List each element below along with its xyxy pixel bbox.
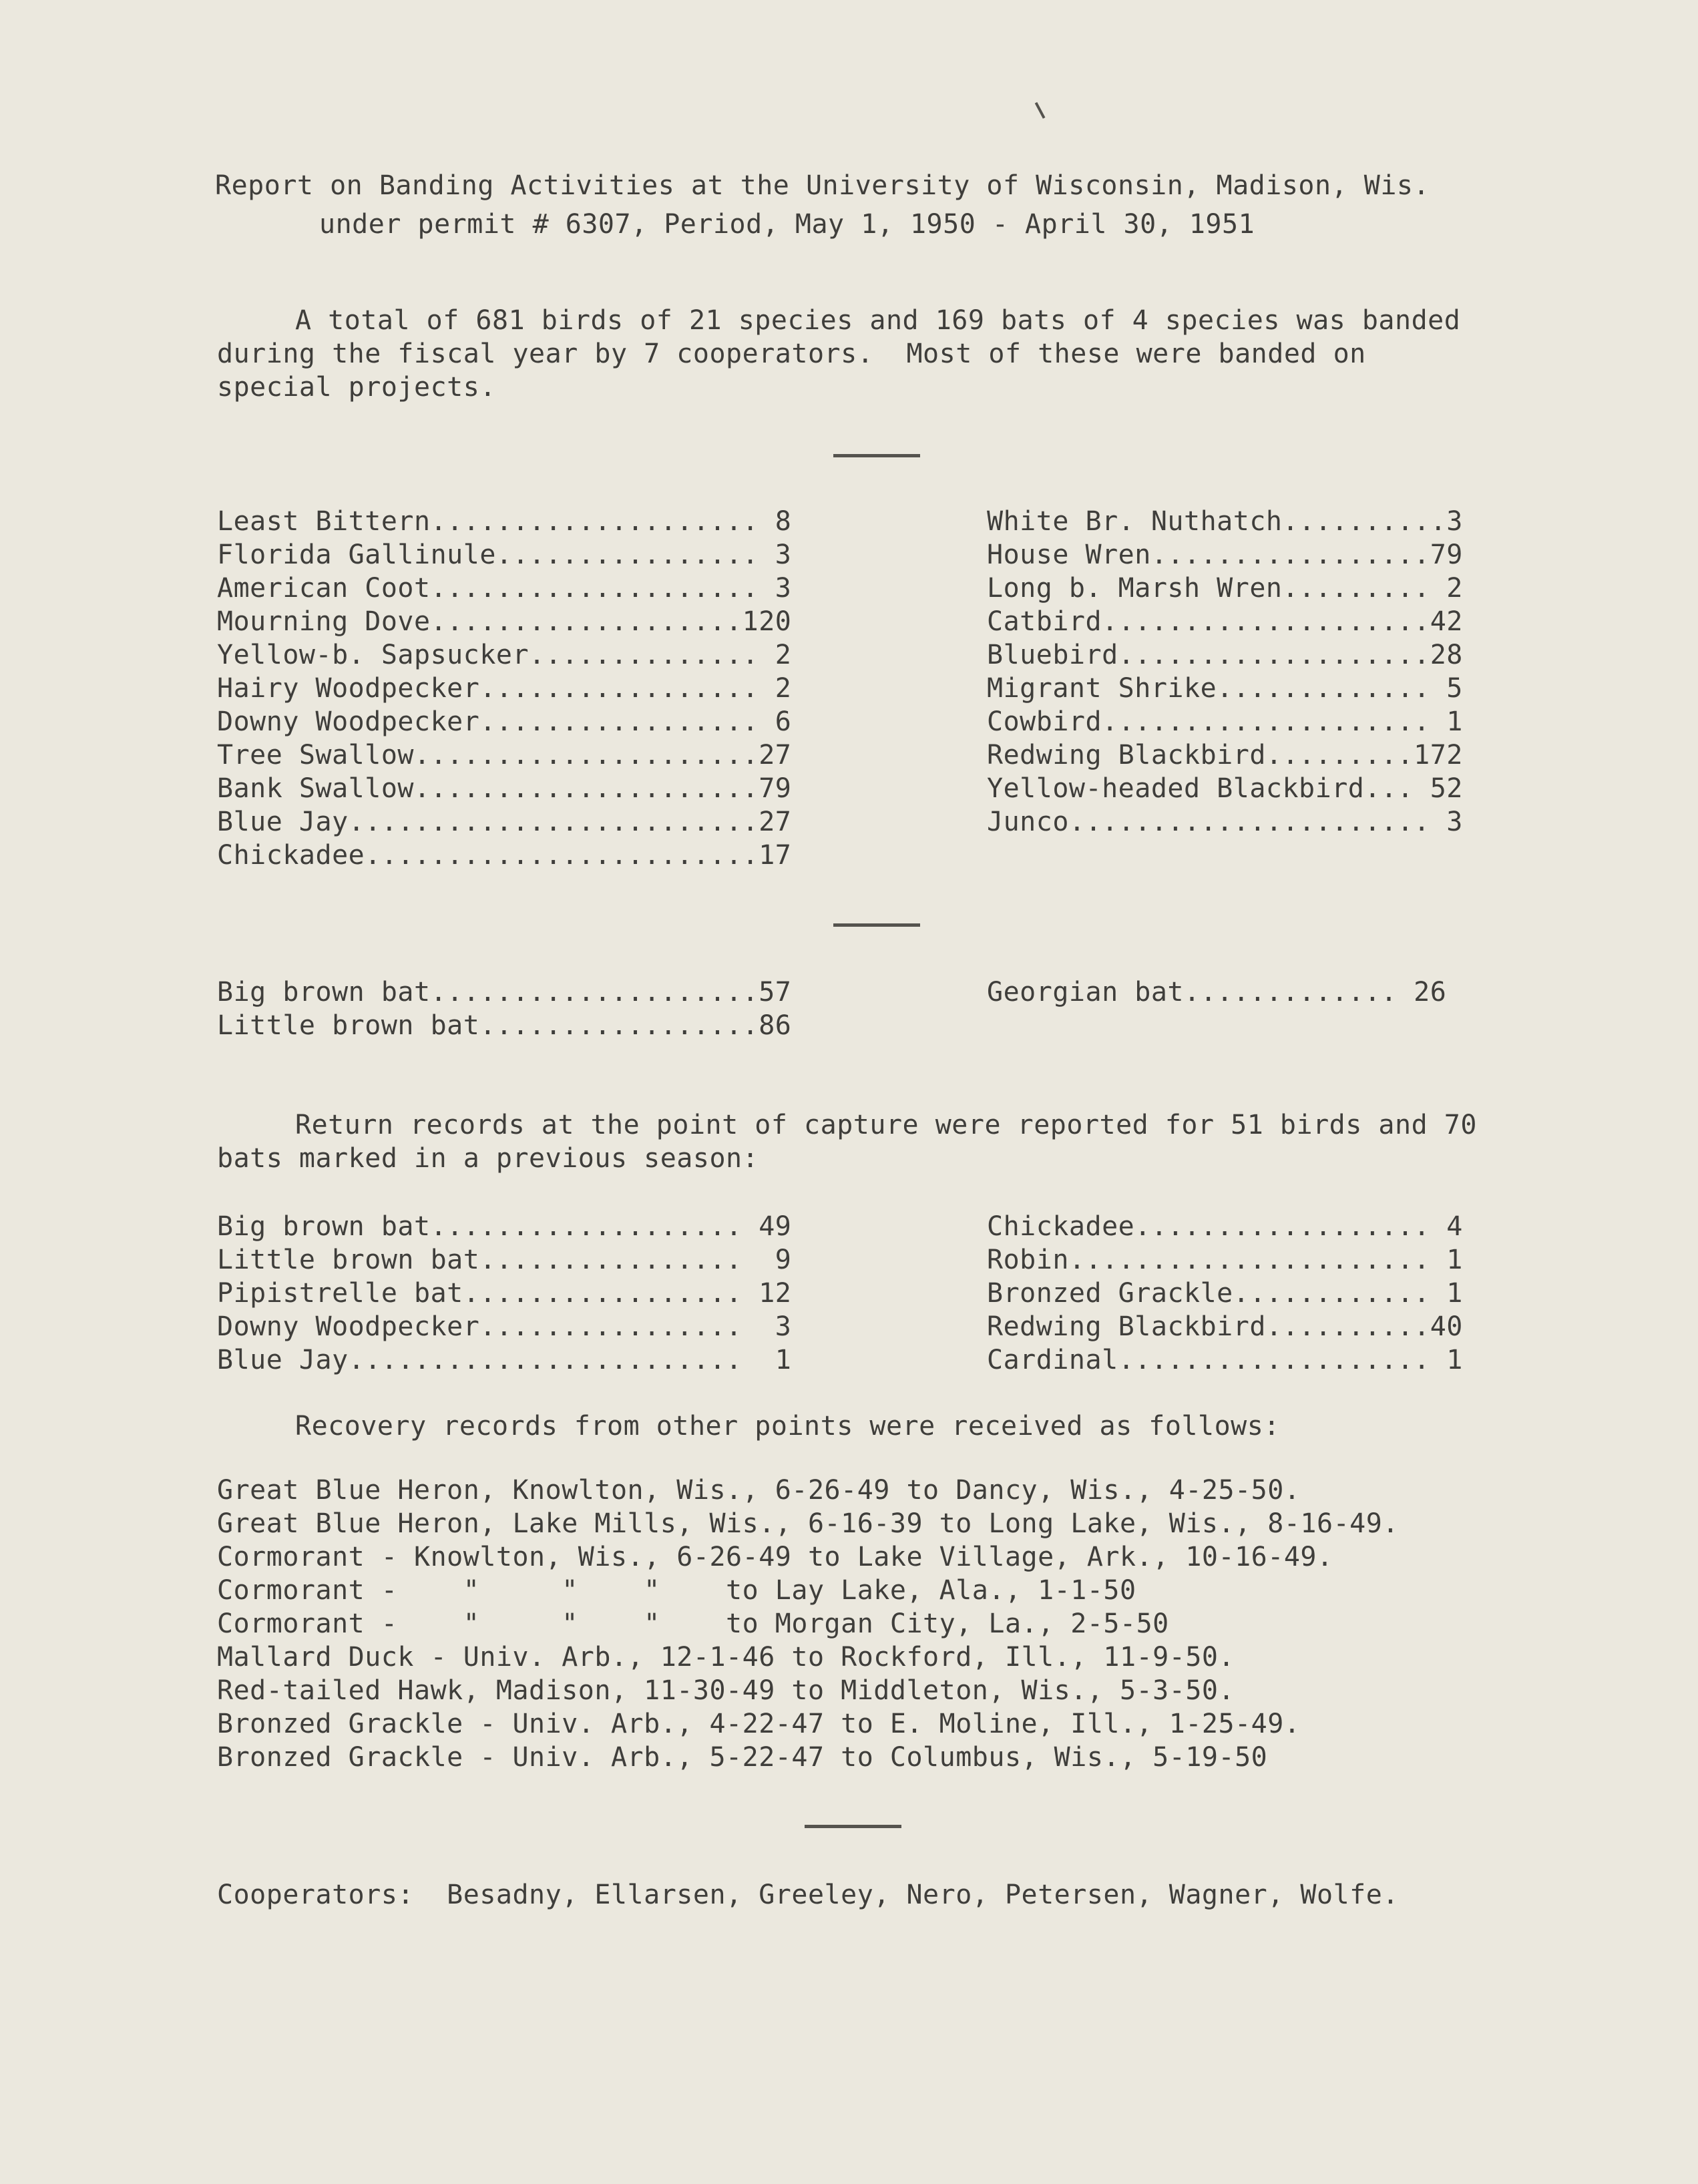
bird-count-row: Florida Gallinule................ 3	[217, 539, 792, 570]
returns-intro-line-2: bats marked in a previous season:	[217, 1143, 759, 1174]
bird-count-row: Cowbird.................... 1	[987, 706, 1463, 737]
cooperators-line: Cooperators: Besadny, Ellarsen, Greeley, Nero, Petersen, Wagner, Wolfe.	[217, 1880, 1399, 1910]
bird-count-row: Catbird....................42	[987, 606, 1463, 637]
recovery-record-row: Bronzed Grackle - Univ. Arb., 5-22-47 to Columbus, Wis., 5-19-50	[217, 1742, 1268, 1773]
bird-count-row: Chickadee........................17	[217, 840, 792, 871]
bird-count-row: Bluebird...................28	[987, 640, 1463, 670]
bird-count-row: Least Bittern.................... 8	[217, 506, 792, 537]
bird-count-row: House Wren.................79	[987, 539, 1463, 570]
returns-intro-line-1: Return records at the point of capture were reported for 51 birds and 70	[295, 1110, 1477, 1140]
intro-line-2: during the fiscal year by 7 cooperators. Most of these were banded on	[217, 339, 1366, 369]
bird-count-row: Blue Jay.........................27	[217, 807, 792, 837]
return-record-row: Robin...................... 1	[987, 1245, 1463, 1275]
section-divider	[833, 454, 920, 457]
return-record-row: Redwing Blackbird..........40	[987, 1311, 1463, 1342]
bird-count-row: Hairy Woodpecker................. 2	[217, 673, 792, 704]
bird-count-row: Migrant Shrike............. 5	[987, 673, 1463, 704]
bird-count-row: White Br. Nuthatch..........3	[987, 506, 1463, 537]
ink-mark	[1035, 99, 1052, 119]
recovery-record-row: Cormorant - " " " to Morgan City, La., 2-5-50	[217, 1608, 1169, 1639]
recovery-record-row: Cormorant - " " " to Lay Lake, Ala., 1-1-50	[217, 1575, 1136, 1606]
recovery-record-row: Red-tailed Hawk, Madison, 11-30-49 to Middleton, Wis., 5-3-50.	[217, 1675, 1235, 1706]
bird-count-row: Redwing Blackbird.........172	[987, 740, 1463, 771]
bird-count-row: Long b. Marsh Wren......... 2	[987, 573, 1463, 604]
return-record-row: Big brown bat................... 49	[217, 1211, 792, 1242]
bat-count-row: Big brown bat....................57	[217, 977, 792, 1008]
bird-count-row: Bank Swallow.....................79	[217, 773, 792, 804]
recovery-record-row: Great Blue Heron, Lake Mills, Wis., 6-16-39 to Long Lake, Wis., 8-16-49.	[217, 1508, 1399, 1539]
recovery-record-row: Cormorant - Knowlton, Wis., 6-26-49 to Lake Village, Ark., 10-16-49.	[217, 1542, 1333, 1572]
return-record-row: Chickadee.................. 4	[987, 1211, 1463, 1242]
recovery-record-row: Great Blue Heron, Knowlton, Wis., 6-26-49 to Dancy, Wis., 4-25-50.	[217, 1475, 1301, 1506]
intro-line-1: A total of 681 birds of 21 species and 169 bats of 4 species was banded	[295, 305, 1461, 336]
bat-count-row: Little brown bat.................86	[217, 1010, 792, 1041]
section-divider	[833, 923, 920, 927]
return-record-row: Cardinal................... 1	[987, 1345, 1463, 1375]
return-record-row: Pipistrelle bat................. 12	[217, 1278, 792, 1309]
return-record-row: Little brown bat................ 9	[217, 1245, 792, 1275]
recovery-intro: Recovery records from other points were received as follows:	[295, 1411, 1280, 1442]
bat-count-row: Georgian bat............. 26	[987, 977, 1447, 1008]
report-title-line-2: under permit # 6307, Period, May 1, 1950 - April 30, 1951	[319, 209, 1255, 240]
return-record-row: Blue Jay........................ 1	[217, 1345, 792, 1375]
section-divider	[805, 1825, 901, 1828]
bird-count-row: American Coot.................... 3	[217, 573, 792, 604]
bird-count-row: Yellow-headed Blackbird... 52	[987, 773, 1463, 804]
bird-count-row: Downy Woodpecker................. 6	[217, 706, 792, 737]
bird-count-row: Junco...................... 3	[987, 807, 1463, 837]
recovery-record-row: Mallard Duck - Univ. Arb., 12-1-46 to Rockford, Ill., 11-9-50.	[217, 1642, 1235, 1673]
return-record-row: Bronzed Grackle............ 1	[987, 1278, 1463, 1309]
bird-count-row: Tree Swallow.....................27	[217, 740, 792, 771]
recovery-record-row: Bronzed Grackle - Univ. Arb., 4-22-47 to E. Moline, Ill., 1-25-49.	[217, 1709, 1301, 1739]
bird-count-row: Mourning Dove...................120	[217, 606, 792, 637]
bird-count-row: Yellow-b. Sapsucker.............. 2	[217, 640, 792, 670]
return-record-row: Downy Woodpecker................ 3	[217, 1311, 792, 1342]
report-title-line-1: Report on Banding Activities at the University of Wisconsin, Madison, Wis.	[215, 170, 1430, 201]
intro-line-3: special projects.	[217, 372, 496, 403]
